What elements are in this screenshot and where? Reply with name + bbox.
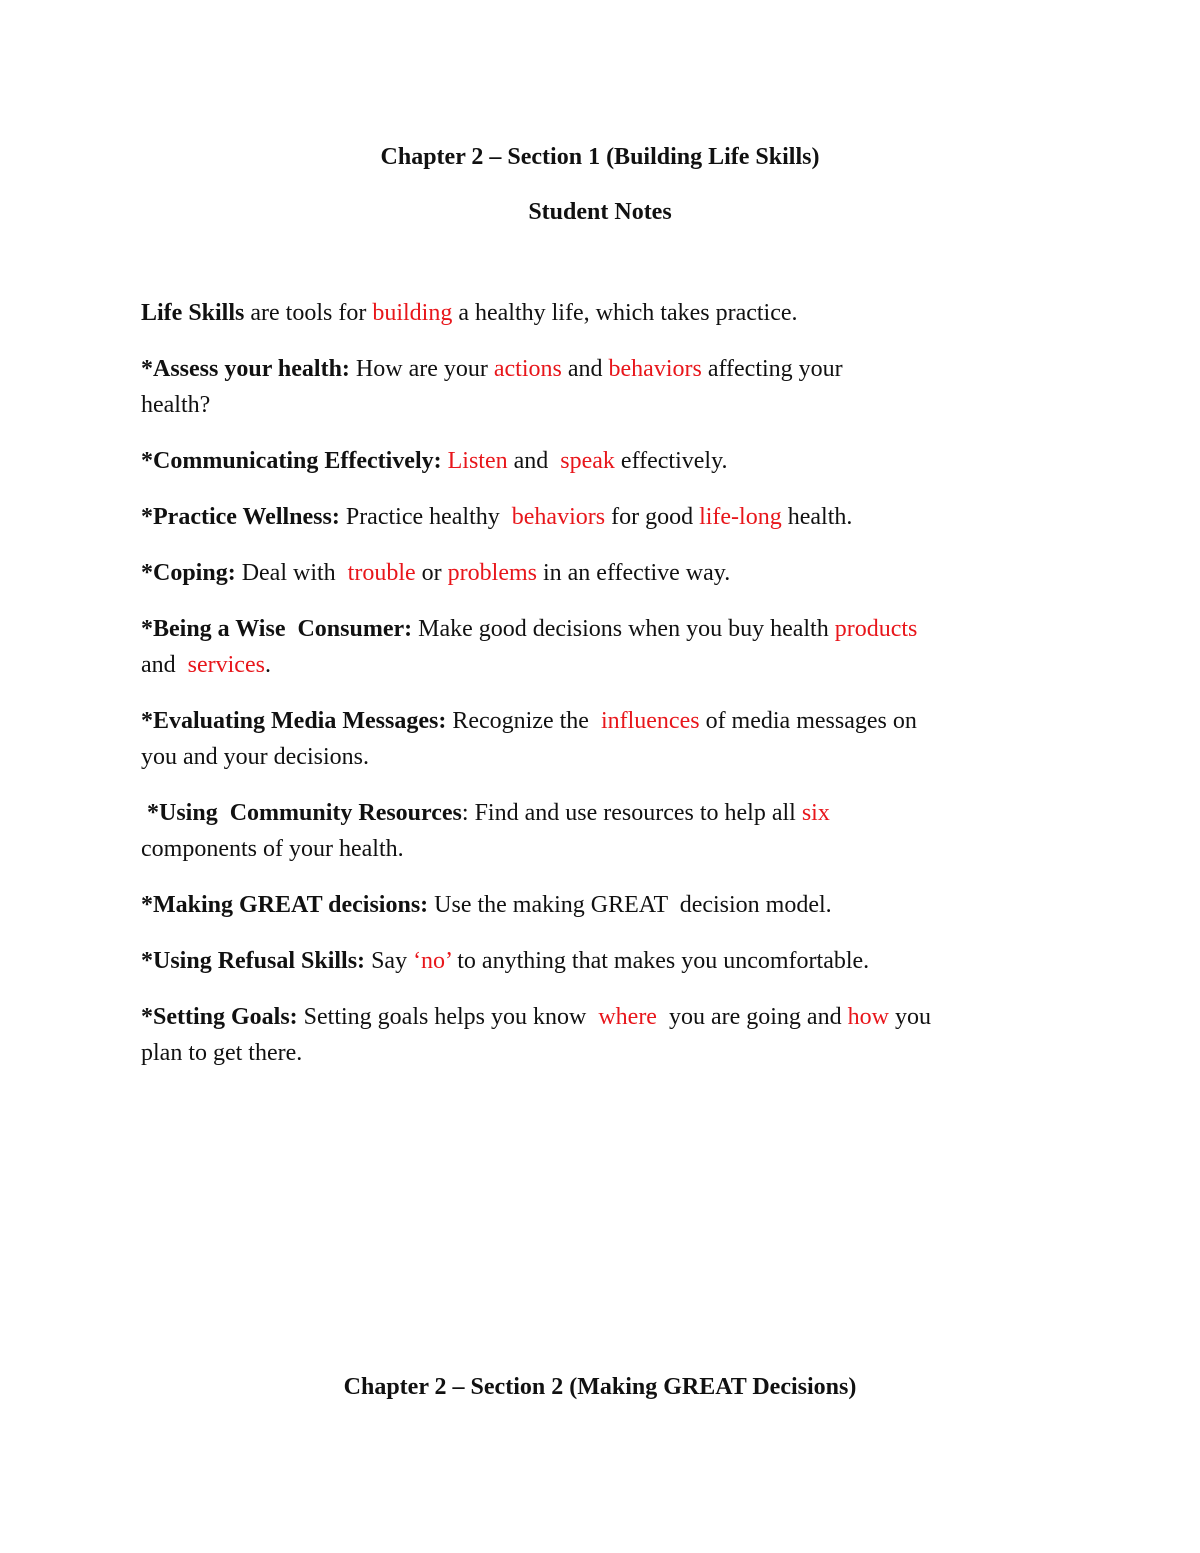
text-run: affecting your	[701, 356, 843, 382]
text-run: you	[888, 1004, 931, 1030]
notes-body	[141, 295, 1051, 1091]
text-run: Setting goals helps you know	[297, 1004, 599, 1030]
text-run: behaviors	[511, 504, 606, 530]
text-run: How are your	[349, 356, 494, 382]
paragraph	[141, 703, 1051, 775]
text-run: *Evaluating Media Messages:	[141, 708, 447, 734]
text-run: how	[847, 1004, 889, 1030]
paragraph	[141, 555, 1051, 591]
text-run: of media messages on	[699, 708, 917, 734]
text-run: Life Skills	[141, 300, 245, 326]
text-run: speak	[560, 448, 615, 474]
text-run: components of your health.	[141, 836, 404, 862]
paragraph	[141, 887, 1051, 923]
text-run: *Using Refusal Skills:	[141, 948, 366, 974]
text-run: *Coping:	[141, 560, 236, 586]
text-run: building	[372, 300, 453, 326]
text-run: health?	[141, 392, 211, 418]
text-run: a healthy life, which takes practice.	[452, 300, 798, 326]
paragraph	[141, 999, 1051, 1071]
text-run: trouble	[347, 560, 416, 586]
text-run: Deal with	[235, 560, 348, 586]
text-run: *Being a Wise Consumer:	[141, 616, 413, 642]
text-run: products	[834, 616, 918, 642]
text-run: to anything that makes you uncomfortable.	[451, 948, 870, 974]
section2-title: Chapter 2 – Section 2 (Making GREAT Decisions)	[343, 1374, 857, 1400]
text-run: six	[801, 800, 830, 826]
text-run: Use the making GREAT decision model.	[428, 892, 832, 918]
text-run: *Practice Wellness:	[141, 504, 340, 530]
text-run: *Using Community Resources	[141, 800, 462, 826]
text-run: services	[187, 652, 265, 678]
text-run: .	[264, 652, 271, 678]
text-run: and	[141, 652, 188, 678]
chapter-title: Chapter 2 – Section 1 (Building Life Skills)	[380, 144, 820, 170]
paragraph	[141, 611, 1051, 683]
paragraph	[141, 351, 1051, 423]
text-run: *Setting Goals:	[141, 1004, 298, 1030]
text-run: *Making GREAT decisions:	[141, 892, 429, 918]
text-run: Say	[365, 948, 414, 974]
text-run: behaviors	[608, 356, 702, 382]
text-run: effectively.	[614, 448, 728, 474]
text-run: life-long	[699, 504, 782, 530]
text-run: Listen	[447, 448, 508, 474]
text-run: *Assess your health:	[141, 356, 350, 382]
text-run: and	[507, 448, 561, 474]
text-run: : Find and use resources to help all	[461, 800, 802, 826]
paragraph	[141, 943, 1051, 979]
text-run: you and your decisions.	[141, 744, 369, 770]
paragraph	[141, 795, 1051, 867]
text-run: are tools for	[244, 300, 373, 326]
text-run: Recognize the	[446, 708, 601, 734]
text-run: health.	[781, 504, 853, 530]
text-run: *Communicating Effectively:	[141, 448, 442, 474]
text-run: where	[598, 1004, 657, 1030]
text-run: Practice healthy	[339, 504, 512, 530]
text-run: influences	[600, 708, 700, 734]
text-run: problems	[447, 560, 537, 586]
text-run: for good	[605, 504, 700, 530]
paragraph	[141, 499, 1051, 535]
text-run: you are going and	[656, 1004, 848, 1030]
text-run: and	[561, 356, 609, 382]
text-run: in an effective way.	[536, 560, 731, 586]
subtitle: Student Notes	[528, 199, 672, 225]
text-run: or	[415, 560, 448, 586]
text-run: plan to get there.	[141, 1040, 303, 1066]
text-run: Make good decisions when you buy health	[412, 616, 835, 642]
paragraph	[141, 443, 1051, 479]
text-run: ‘no’	[413, 948, 452, 974]
text-run: actions	[493, 356, 562, 382]
paragraph	[141, 295, 1051, 331]
